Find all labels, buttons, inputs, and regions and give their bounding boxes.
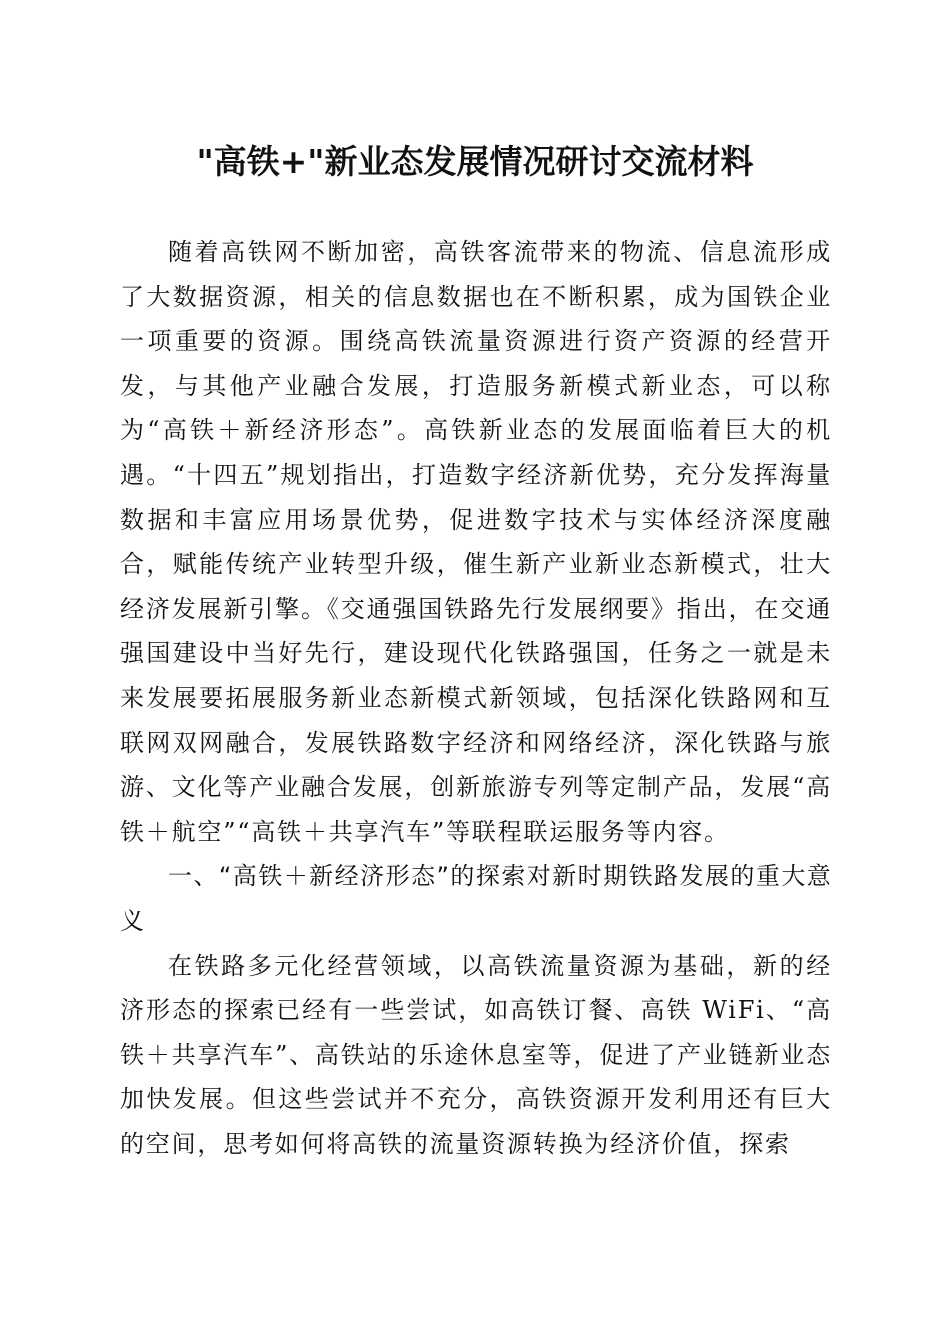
document-title: "高铁+"新业态发展情况研讨交流材料 [196,142,754,181]
paragraph-section-1: 在铁路多元化经营领域，以高铁流量资源为基础，新的经济形态的探索已经有一些尝试，如高铁订餐、高铁 WiFi、“高铁＋共享汽车”、高铁站的乐途休息室等，促进了产业链新业态加快发展。但这些尝试并不充分，高铁资源开发利用还有巨大的空间，思考如何将高铁的流量资源转换为经济价值，探索 [120,951,832,1158]
document-body [120,230,832,1166]
section-heading-1: 一、“高铁＋新经济形态”的探索对新时期铁路发展的重大意义 [120,862,832,935]
paragraph-intro: 随着高铁网不断加密，高铁客流带来的物流、信息流形成了大数据资源，相关的信息数据也在不断积累，成为国铁企业一项重要的资源。围绕高铁流量资源进行资产资源的经营开发，与其他产业融合发展，打造服务新模式新业态，可以称为“高铁＋新经济形态”。高铁新业态的发展面临着巨大的机遇。“十四五”规划指出，打造数字经济新优势，充分发挥海量数据和丰富应用场景优势，促进数字技术与实体经济深度融合，赋能传统产业转型升级，催生新产业新业态新模式，壮大经济发展新引擎。《交通强国铁路先行发展纲要》指出，在交通强国建设中当好先行，建设现代化铁路强国，任务之一就是未来发展要拓展服务新业态新模式新领域，包括深化铁路网和互联网双网融合，发展铁路数字经济和网络经济，深化铁路与旅游、文化等产业融合发展，创新旅游专列等定制产品，发展“高铁＋航空”“高铁＋共享汽车”等联程联运服务等内容。 [120,238,832,846]
